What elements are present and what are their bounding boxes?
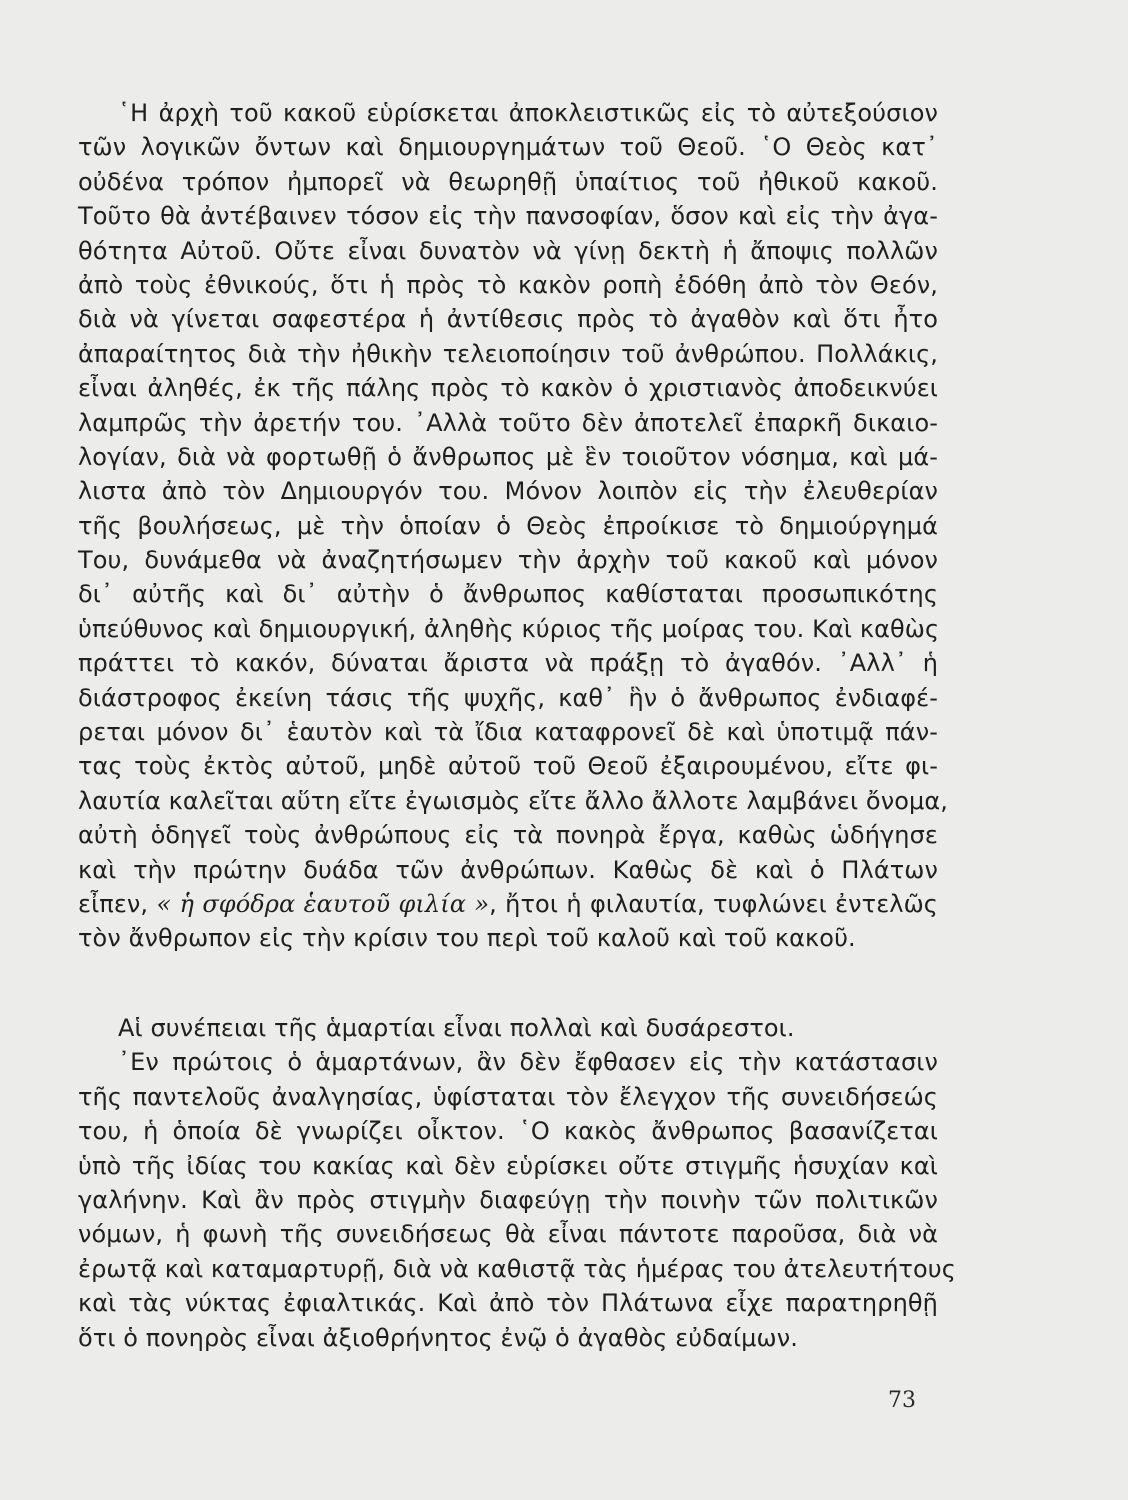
- text-line: Τοῦτο θὰ ἀντέβαινεν τόσον εἰς τὴν πανσοφίαν, ὅσον καὶ εἰς τὴν ἀγα-: [78, 202, 938, 231]
- plato-quote: « ἡ σφόδρα ἑαυτοῦ φιλία »: [156, 889, 490, 918]
- text-line: ᾿Εν πρώτοις ὁ ἁμαρτάνων, ἂν δὲν ἔφθασεν εἰς τὴν κατάστασιν: [118, 1048, 938, 1077]
- text-line: θότητα Αὐτοῦ. Οὔτε εἶναι δυνατὸν νὰ γίνῃ δεκτὴ ἡ ἄποψις πολλῶν: [78, 236, 938, 265]
- text-line: ἀπαραίτητος διὰ τὴν ἠθικὴν τελειοποίησιν τοῦ ἀνθρώπου. Πολλάκις,: [78, 339, 938, 368]
- paragraph-origin-of-evil: [78, 96, 949, 956]
- text-line: Αἱ συνέπειαι τῆς ἁμαρτίαι εἶναι πολλαὶ καὶ δυσάρεστοι.: [118, 1014, 795, 1042]
- text-line: τῶν λογικῶν ὄντων καὶ δημιουργημάτων τοῦ Θεοῦ. ῾Ο Θεὸς κατ᾿: [78, 133, 938, 162]
- text-line: αὐτὴ ὁδηγεῖ τοὺς ἀνθρώπους εἰς τὰ πονηρὰ ἔργα, καθὼς ὡδήγησε: [78, 821, 938, 850]
- text-line: ὑπεύθυνος καὶ δημιουργική, ἀληθὴς κύριος τῆς μοίρας του. Καὶ καθὼς: [78, 614, 940, 643]
- quote-lead-text: εἶπεν,: [78, 889, 157, 918]
- text-line: ὑπὸ τῆς ἰδίας του κακίας καὶ δὲν εὑρίσκει οὔτε στιγμῆς ἡσυχίαν καὶ: [78, 1151, 938, 1180]
- text-line: εἶναι ἀληθές, ἐκ τῆς πάλης πρὸς τὸ κακὸν ὁ χριστιανὸς ἀποδεικνύει: [78, 374, 938, 403]
- text-line: Του, δυνάμεθα νὰ ἀναζητήσωμεν τὴν ἀρχὴν τοῦ κακοῦ καὶ μόνον: [78, 546, 938, 575]
- text-line: γαλήνην. Καὶ ἂν πρὸς στιγμὴν διαφεύγῃ τὴν ποινὴν τῶν πολιτικῶν: [78, 1185, 938, 1214]
- text-line: του, ἡ ὁποία δὲ γνωρίζει οἶκτον. ῾Ο κακὸς ἄνθρωπος βασανίζεται: [78, 1117, 938, 1146]
- quote-tail-text: , ἤτοι ἡ φιλαυτία, τυφλώνει ἐντελῶς: [489, 889, 938, 918]
- text-line: τὸν ἄνθρωπον εἰς τὴν κρίσιν του περὶ τοῦ καλοῦ καὶ τοῦ κακοῦ.: [78, 924, 856, 953]
- text-line: δι᾿ αὐτῆς καὶ δι᾿ αὐτὴν ὁ ἄνθρωπος καθίσταται προσωπικότης: [78, 580, 938, 609]
- text-line: πράττει τὸ κακόν, δύναται ἄριστα νὰ πράξῃ τὸ ἀγαθόν. ᾿Αλλ᾿ ἡ: [78, 649, 938, 678]
- text-line: νόμων, ἡ φωνὴ τῆς συνειδήσεως θὰ εἶναι πάντοτε παροῦσα, διὰ νὰ: [78, 1220, 938, 1249]
- text-line: ἀπὸ τοὺς ἐθνικούς, ὅτι ἡ πρὸς τὸ κακὸν ροπὴ ἐδόθη ἀπὸ τὸν Θεόν,: [78, 270, 938, 299]
- text-line: λιστα ἀπὸ τὸν Δημιουργόν του. Μόνον λοιπὸν εἰς τὴν ἐλευθερίαν: [78, 477, 938, 506]
- text-line: λογίαν, διὰ νὰ φορτωθῇ ὁ ἄνθρωπος μὲ ἓν τοιοῦτον νόσημα, καὶ μά-: [78, 442, 938, 471]
- text-line: ὅτι ὁ πονηρὸς εἶναι ἀξιοθρήνητος ἐνῷ ὁ ἀγαθὸς εὐδαίμων.: [78, 1323, 798, 1352]
- paragraph-consequences-of-sin: [78, 1011, 956, 1355]
- text-line: ἐρωτᾷ καὶ καταμαρτυρῇ, διὰ νὰ καθιστᾷ τὰς ἡμέρας του ἀτελευτήτους: [78, 1254, 956, 1283]
- text-line: ῾Η ἀρχὴ τοῦ κακοῦ εὑρίσκεται ἀποκλειστικῶς εἰς τὸ αὐτεξούσιον: [118, 99, 938, 127]
- text-line: καὶ τὴν πρώτην δυάδα τῶν ἀνθρώπων. Καθὼς δὲ καὶ ὁ Πλάτων: [78, 855, 938, 884]
- text-line: διάστροφος ἐκείνη τάσις τῆς ψυχῆς, καθ᾿ ἣν ὁ ἄνθρωπος ἐνδιαφέ-: [78, 683, 938, 712]
- page-number: 73: [888, 1388, 916, 1413]
- text-line: λαυτία καλεῖται αὕτη εἴτε ἐγωισμὸς εἴτε ἄλλο ἄλλοτε λαμβάνει ὄνομα,: [78, 786, 949, 815]
- text-line: καὶ τὰς νύκτας ἐφιαλτικάς. Καὶ ἀπὸ τὸν Πλάτωνα εἶχε παρατηρηθῇ: [78, 1289, 938, 1318]
- text-line: τῆς παντελοῦς ἀναλγησίας, ὑφίσταται τὸν ἔλεγχον τῆς συνειδήσεώς: [78, 1082, 938, 1111]
- text-line-with-quote: [78, 887, 938, 921]
- text-line: ρεται μόνον δι᾿ ἑαυτὸν καὶ τὰ ἴδια καταφρονεῖ δὲ καὶ ὑποτιμᾷ πάν-: [78, 718, 938, 747]
- text-line: οὐδένα τρόπον ἠμπορεῖ νὰ θεωρηθῇ ὑπαίτιος τοῦ ἠθικοῦ κακοῦ.: [78, 167, 938, 196]
- text-line: τῆς βουλήσεως, μὲ τὴν ὁποίαν ὁ Θεὸς ἐπροίκισε τὸ δημιούργημά: [78, 511, 938, 540]
- text-line: διὰ νὰ γίνεται σαφεστέρα ἡ ἀντίθεσις πρὸς τὸ ἀγαθὸν καὶ ὅτι ἦτο: [78, 305, 938, 334]
- text-line: λαμπρῶς τὴν ἀρετήν του. ᾿Αλλὰ τοῦτο δὲν ἀποτελεῖ ἐπαρκῆ δικαιο-: [78, 408, 938, 437]
- text-line: τας τοὺς ἐκτὸς αὐτοῦ, μηδὲ αὐτοῦ τοῦ Θεοῦ ἐξαιρουμένου, εἴτε φι-: [78, 752, 938, 781]
